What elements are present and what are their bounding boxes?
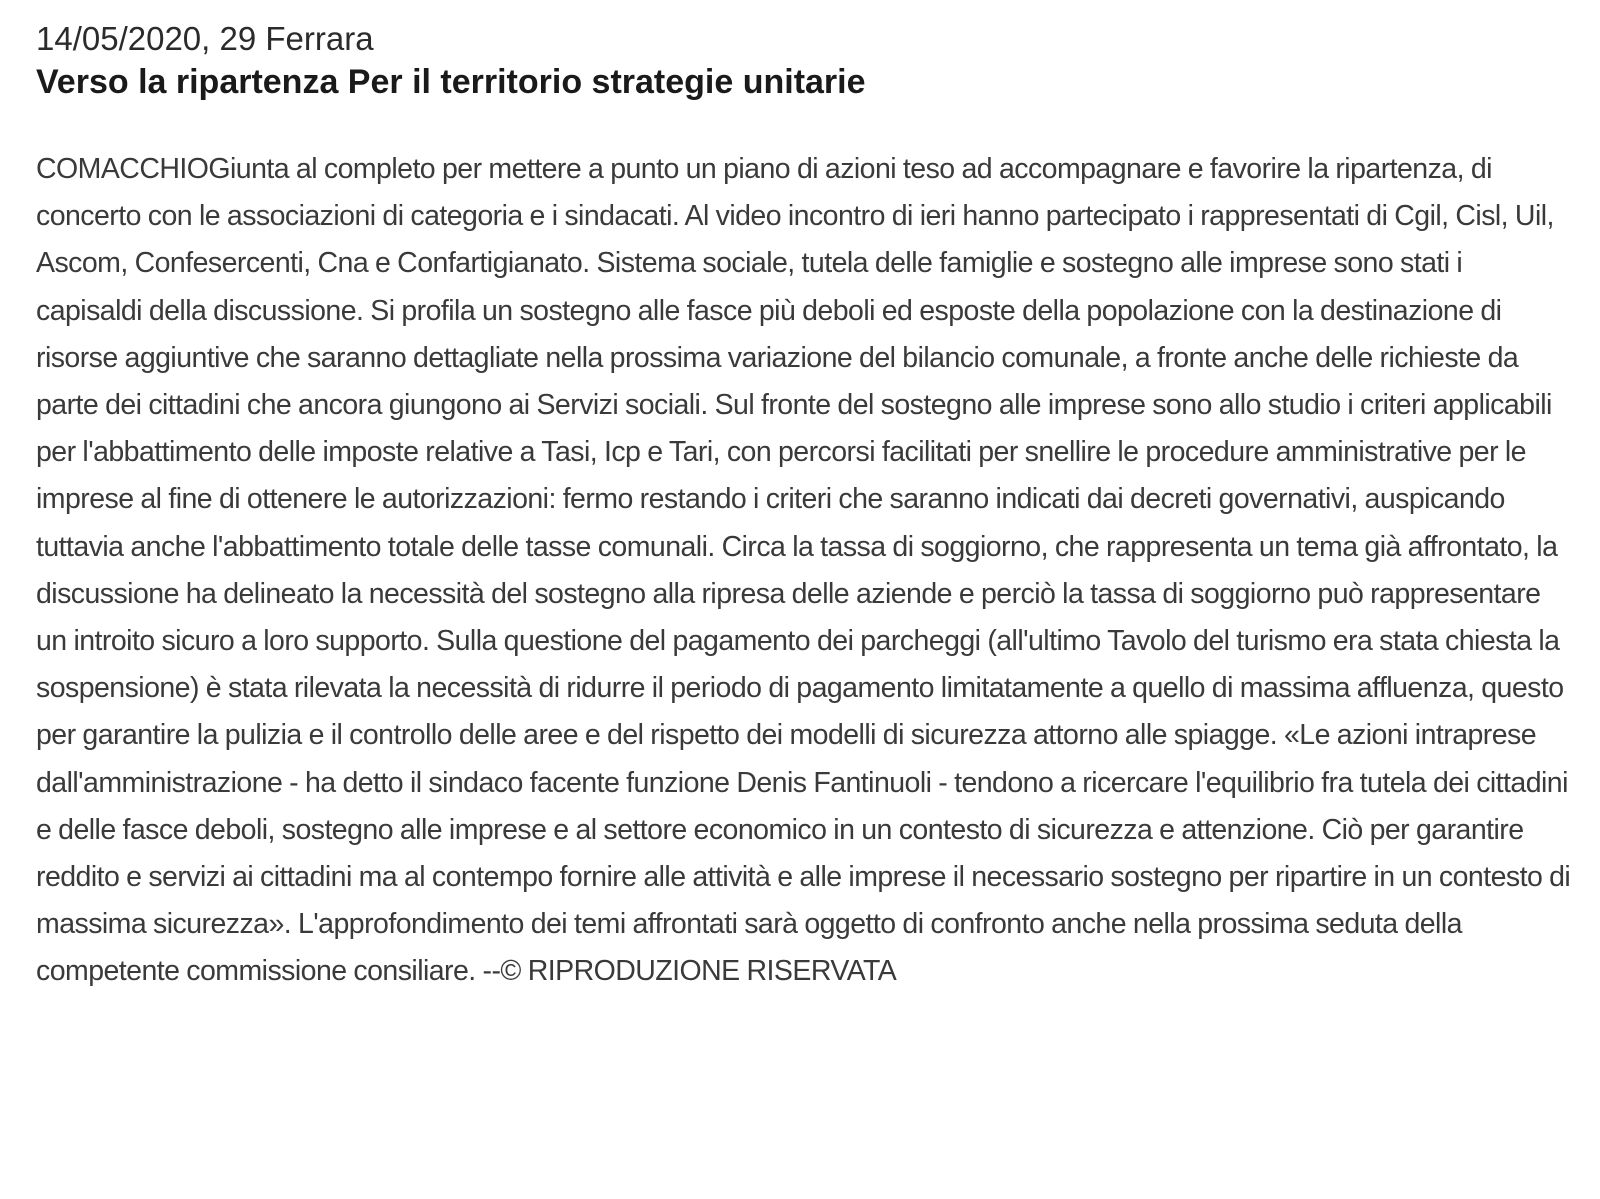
article-headline: Verso la ripartenza Per il territorio strategie unitarie — [36, 63, 866, 101]
article — [36, 18, 1572, 996]
article-body: COMACCHIOGiunta al completo per mettere a punto un piano di azioni teso ad accompagnare e favorire la ripartenza, di concerto con le associazioni di categoria e i sindacati. Al video incontro di ieri hanno partecipato i rappresentati di Cgil, Cisl, Uil, Ascom, Confesercenti, Cna e Confartigianato. Sistema sociale, tutela delle famiglie e sostegno alle imprese sono stati i capisaldi della discussione. Si profila un sostegno alle fasce più deboli ed esposte della popolazione con la destinazione di risorse aggiuntive che saranno dettagliate nella prossima variazione del bilancio comunale, a fronte anche delle richieste da parte dei cittadini che ancora giungono ai Servizi sociali. Sul fronte del sostegno alle imprese sono allo studio i criteri applicabili per l'abbattimento delle imposte relative a Tasi, Icp e Tari, con percorsi facilitati per snellire le procedure amministrative per le imprese al fine di ottenere le autorizzazioni: fermo restando i criteri che saranno indicati dai decreti governativi, auspicando tuttavia anche l'abbattimento totale delle tasse comunali. Circa la tassa di soggiorno, che rappresenta un tema già affrontato, la discussione ha delineato la necessità del sostegno alla ripresa delle aziende e perciò la tassa di soggiorno può rappresentare un introito sicuro a loro supporto. Sulla questione del pagamento dei parcheggi (all'ultimo Tavolo del turismo era stata chiesta la sospensione) è stata rilevata la necessità di ridurre il periodo di pagamento limitatamente a quello di massima affluenza, questo per garantire la pulizia e il controllo delle aree e del rispetto dei modelli di sicurezza attorno alle spiagge. «Le azioni intraprese dall'amministrazione - ha detto il sindaco facente funzione Denis Fantinuoli - tendono a ricercare l'equilibrio fra tutela dei cittadini e delle fasce deboli, sostegno alle imprese e al settore economico in un contesto di sicurezza e attenzione. Ciò per garantire reddito e servizi ai cittadini ma al contempo fornire alle attività e alle imprese il necessario sostegno per ripartire in un contesto di massima sicurezza». L'approfondimento dei temi affrontati sarà oggetto di confronto anche nella prossima seduta della competente commissione consiliare. --© RIPRODUZIONE RISERVATA — [36, 153, 1571, 988]
article-date-page-location: 14/05/2020, 29 Ferrara — [36, 20, 374, 57]
